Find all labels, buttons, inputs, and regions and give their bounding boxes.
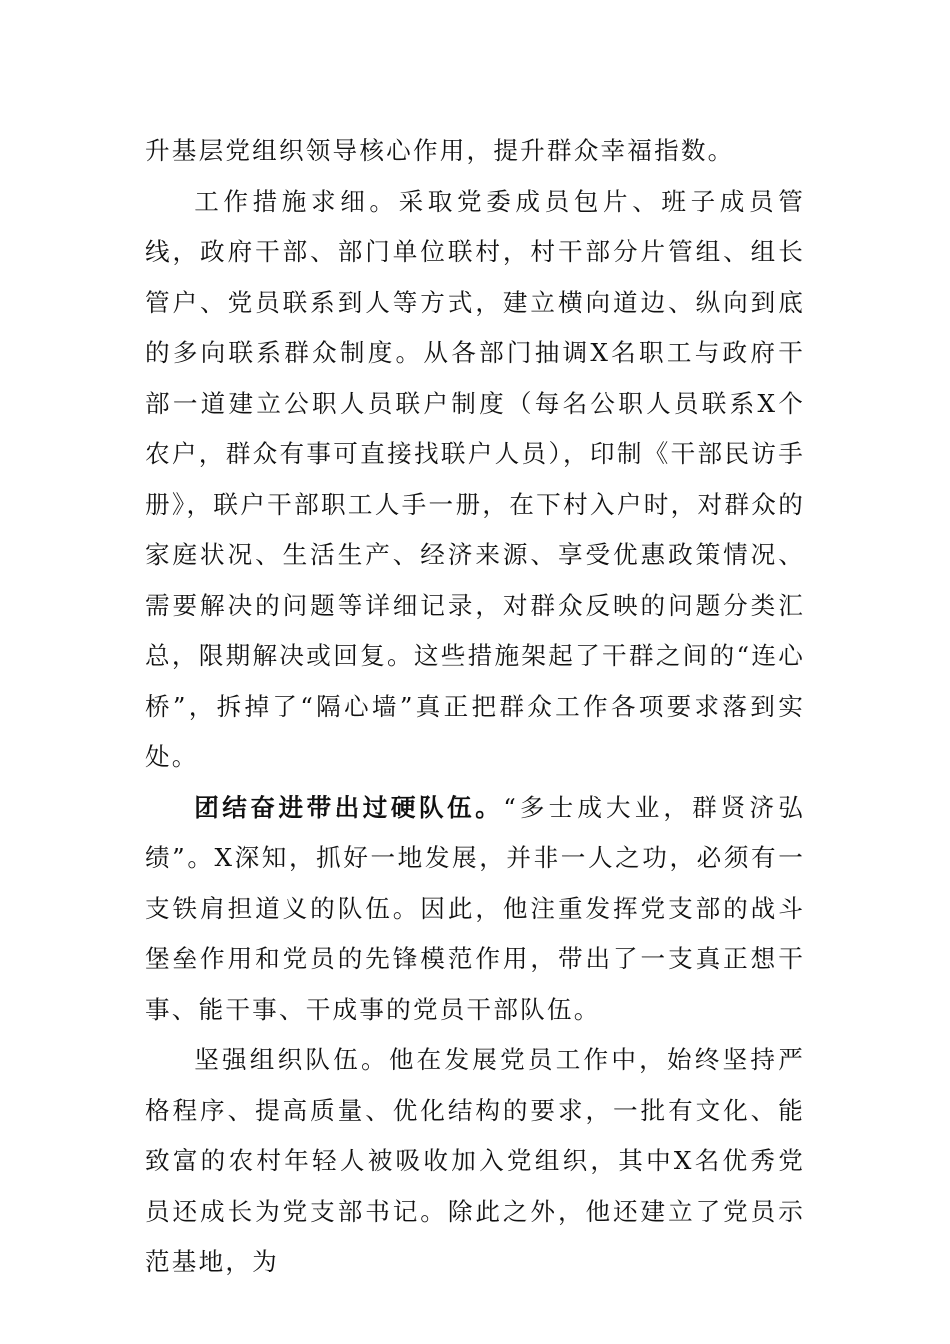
paragraph-organization (145, 1035, 805, 1288)
document-page (145, 126, 805, 1288)
paragraph-heading: 团结奋进带出过硬队伍。 (194, 792, 504, 822)
paragraph-team-building (145, 783, 805, 1036)
paragraph-continuation (145, 126, 805, 177)
paragraph-text: 工作措施求细。采取党委成员包片、班子成员管线，政府干部、部门单位联村，村干部分片管组、组长管户、党员联系到人等方式，建立横向道边、纵向到底的多向联系群众制度。从各部门抽调X名职工与政府干部一道建立公职人员联户制度（每名公职人员联系X个农户，群众有事可直接找联户人员），印制《干部民访手册》，联户干部职工人手一册，在下村入户时，对群众的家庭状况、生活生产、经济来源、享受优惠政策情况、需要解决的问题等详细记录，对群众反映的问题分类汇总，限期解决或回复。这些措施架起了干群之间的“连心桥”，拆掉了“隔心墙”真正把群众工作各项要求落到实处。 (145, 186, 805, 771)
paragraph-text: 坚强组织队伍。他在发展党员工作中，始终坚持严格程序、提高质量、优化结构的要求，一批有文化、能致富的农村年轻人被吸收加入党组织，其中X名优秀党员还成长为党支部书记。除此之外，他还建立了党员示范基地，为 (145, 1045, 805, 1276)
paragraph-work-measures (145, 177, 805, 783)
paragraph-text: “多士成大业，群贤济弘绩”。X深知，抓好一地发展，并非一人之功，必须有一支铁肩担道义的队伍。因此，他注重发挥党支部的战斗堡垒作用和党员的先锋模范作用，带出了一支真正想干事、能干事、干成事的党员干部队伍。 (145, 792, 805, 1024)
paragraph-text: 升基层党组织领导核心作用，提升群众幸福指数。 (145, 136, 735, 165)
